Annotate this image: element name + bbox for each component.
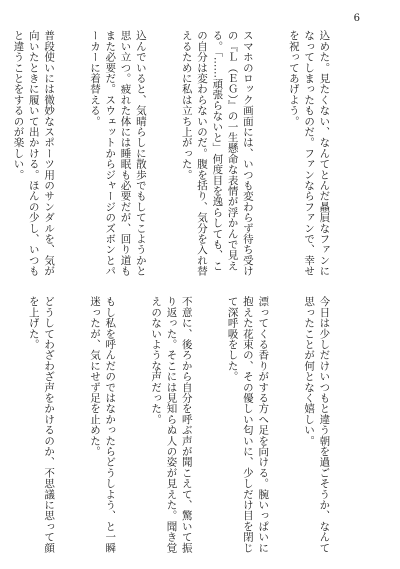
paragraph: 漂ってくる香りがする方へ足を向ける。腕いっぱいに抱えた花束の、その優しい匂いに、少しだけ目を閉じて深呼吸をした。 [226,296,270,553]
top-text-block [12,30,362,280]
paragraph: どうしてわざわざ声をかけるのか、不思議に思って顔を上げた。 [27,296,56,553]
paragraph: 込んでいると、気晴らしに散歩でもしてこようかと思い立つ。疲れた体には睡眠も必要だが、回り道もまた必要だ。スウェットからジャージのズボンとパーカーに着替える。 [88,30,147,277]
bottom-text-block [27,296,362,558]
paragraph: もし私を呼んだのではなかったらどうしよう、と一瞬迷ったが、気にせず足を止めた。 [88,296,117,553]
paragraph: 込めた。見たくない、なんてとんだ贔屓なファンになってしまったものだ。ファンならファンで、幸せを祝ってあげよう。 [287,30,331,277]
page-number: 6 [353,13,360,24]
paragraph: スマホのロック画面には、いつも変わらず待ち受けの『Ｌ（ＥＧ）』の一生懸命な表情が浮かんで見える。「……頑張らないと」何度目を逸らしても、この自分は変わらないのだ。腹を括り、気分を入れ替えるために私は立ち上がった。 [180,30,254,277]
paragraph: 今日は少しだけいつもと違う朝を過ごそうか、なんて思ったことが何となく嬉しい。 [303,296,331,553]
paragraph: 不意に、後ろから自分を呼ぶ声が聞こえて、驚いて振り返った。そこには見知らぬ人の姿が見えた。聞き覚えのないような声だった。 [150,296,193,553]
paragraph: 普段使いには微妙なスポーツ用のサンダルを、気が向いたときに履いて出かける。ほんの少し、いつもと違うことをするのが楽しい。 [12,30,56,277]
